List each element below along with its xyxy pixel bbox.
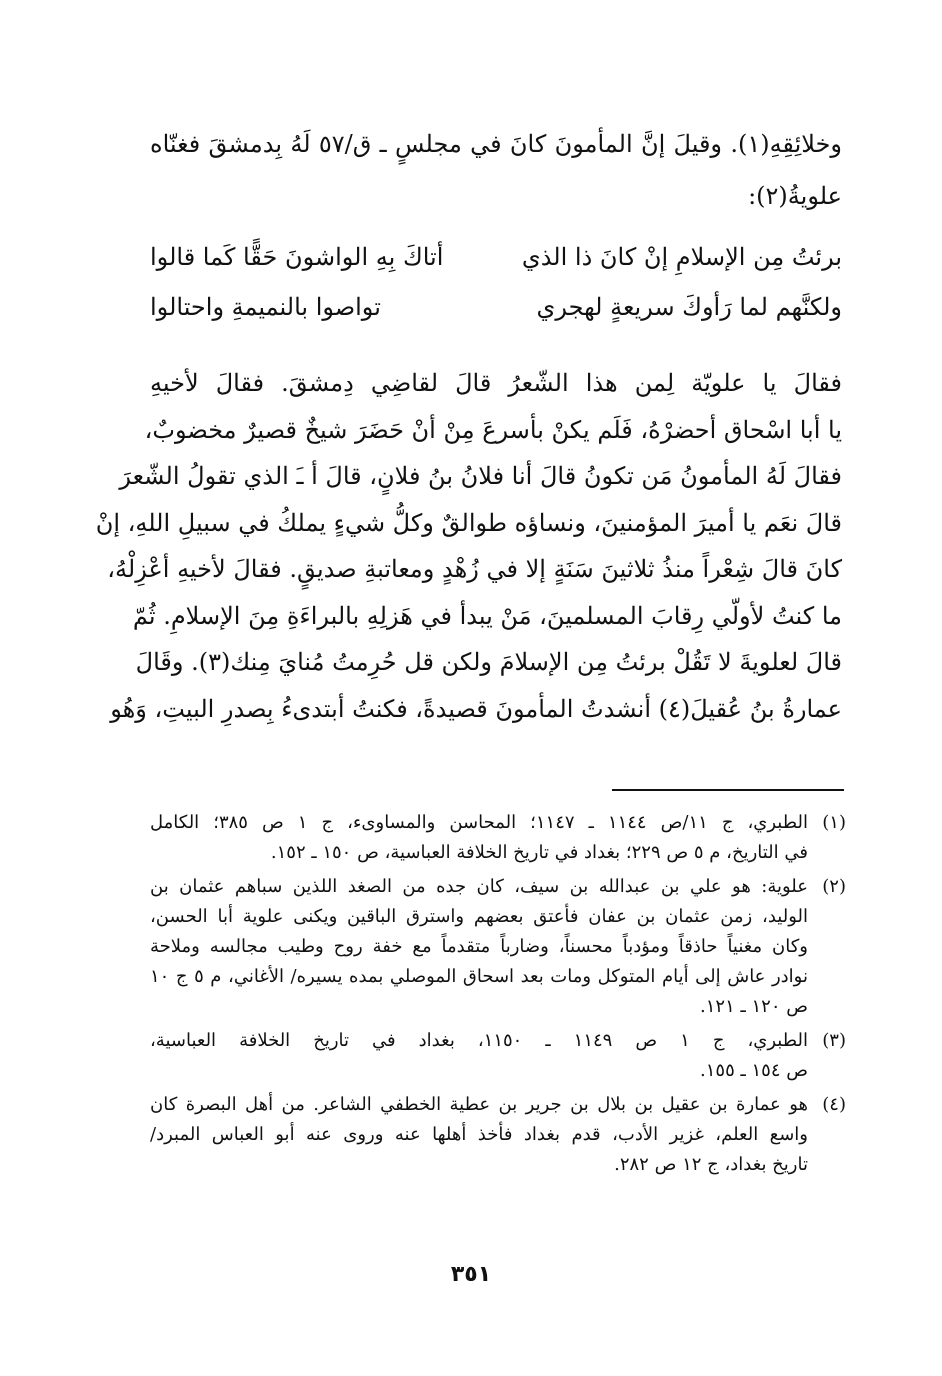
page-number: ٣٥١ bbox=[450, 1262, 492, 1287]
footnote-line: الطبري، ج ١١/ص ١١٤٤ ـ ١١٤٧؛ المحاسن والمساوىء، ج ١ ص ٣٨٥؛ الكامل bbox=[150, 812, 808, 833]
text-line: قالَ لعلويةَ لا تَقُلْ برئتُ مِن الإسلامَ ولكن قل حُرِمتُ مُنايَ مِنك(٣). وقَالَ bbox=[135, 648, 842, 676]
footnote-line: واسع العلم، غزير الأدب، قدم بغداد فأخذ أهلها عنه وروى عنه أبو العباس المبرد/ bbox=[150, 1124, 808, 1145]
footnote-line: ص ١٢٠ ـ ١٢١. bbox=[700, 996, 808, 1017]
footnote-number: (٢) bbox=[822, 876, 846, 897]
footnotes bbox=[150, 808, 846, 1184]
footnote-divider bbox=[612, 789, 844, 791]
footnote-line: وكان مغنياً حاذقاً ومؤدباً محسناً، وضارباً متقدماً مع خفة روح وطيب مجالسه وملاحة bbox=[150, 936, 808, 957]
footnote-number: (٤) bbox=[822, 1094, 846, 1115]
footnote-number: (١) bbox=[822, 812, 846, 833]
footnote-line: نوادر عاش إلى أيام المتوكل ومات بعد اسحاق الموصلي بمده يسيره/ الأغاني، م ٥ ج ١٠ bbox=[150, 966, 808, 987]
poem-verses bbox=[150, 232, 842, 332]
verse-first-hemistich: برئتُ مِن الإسلامِ إنْ كانَ ذا الذي bbox=[521, 243, 842, 271]
footnote-line: في التاريخ، م ٥ ص ٢٢٩؛ بغداد في تاريخ الخلافة العباسية، ص ١٥٠ ـ ١٥٢. bbox=[270, 842, 808, 863]
verse bbox=[150, 232, 842, 282]
text-line: وخلائِقِهِ(١). وقيلَ إنَّ المأمونَ كانَ في مجلسٍ ـ ق/٥٧ لَهُ بِدمشقَ فغنّاه bbox=[150, 130, 842, 158]
footnote bbox=[150, 808, 846, 868]
footnote-line: الوليد، زمن عثمان بن عفان فأعتق بعضهم واسترق الباقين ويكنى علوية أبا الحسن، bbox=[150, 906, 808, 927]
verse-second-hemistich: تواصوا بالنميمةِ واحتالوا bbox=[150, 293, 381, 321]
body-paragraph bbox=[95, 360, 842, 732]
verse-second-hemistich: أتاكَ بِهِ الواشونَ حَقًّا كَما قالوا bbox=[150, 243, 444, 271]
intro-paragraph bbox=[150, 118, 842, 222]
footnote-number: (٣) bbox=[822, 1030, 846, 1051]
footnote bbox=[150, 1026, 846, 1086]
footnote-line: هو عمارة بن عقيل بن بلال بن جرير بن عطية الخطفي الشاعر. من أهل البصرة كان bbox=[150, 1094, 808, 1115]
text-line: عمارةُ بنُ عُقيلَ(٤) أنشدتُ المأمونَ قصيدةً، فكنتُ أبتدىءُ بِصدرِ البيتِ، وَهُو bbox=[110, 694, 842, 723]
text-line: فقالَ يا علويّة لِمن هذا الشّعرُ قالَ لقاضِي دِمشقَ. فقالَ لأخيهِ bbox=[150, 369, 842, 397]
text-line: فقالَ لَهُ المأمونُ مَن تكونُ قالَ أنا فلانُ بنُ فلانٍ، قالَ أ ـَ الذي تقولُ الشّعرَ bbox=[119, 462, 842, 490]
footnote bbox=[150, 1090, 846, 1180]
text-line: يا أبا اسْحاق أحضرْهُ، فَلَم يكنْ بأسرعَ مِنْ أنْ حَضَرَ شيخٌ قصيرٌ مخضوبٌ، bbox=[144, 415, 842, 444]
footnote-line: الطبري، ج ١ ص ١١٤٩ ـ ١١٥٠، بغداد في تاريخ الخلافة العباسية، bbox=[150, 1030, 808, 1051]
verse bbox=[150, 282, 842, 332]
text-line: قالَ نعَم يا أميرَ المؤمنينَ، ونساؤه طوالقٌ وكلُّ شيءٍ يملكُ في سبيلِ اللهِ، إنْ bbox=[95, 508, 842, 537]
footnote-line: علوية: هو علي بن عبدالله بن سيف، كان جده من الصغد اللذين سباهم عثمان بن bbox=[150, 876, 808, 897]
footnote-line: ص ١٥٤ ـ ١٥٥. bbox=[700, 1060, 808, 1081]
verse-first-hemistich: ولكنَّهم لما رَأوكَ سريعةٍ لهجري bbox=[536, 293, 842, 321]
text-line: كانَ قالَ شِعْراً منذُ ثلاثينَ سَنَةٍ إلا في زُهْدٍ ومعاتبةِ صديقٍ. فقالَ لأخيهِ أعْزِلْهُ، bbox=[107, 555, 842, 583]
footnote bbox=[150, 872, 846, 1022]
text-line: ما كنتُ لأولّي رِقابَ المسلمينَ، مَنْ يبدأ في هَزلِهِ بالبراءَةِ مِنَ الإسلامِ. ثُمّ bbox=[132, 601, 842, 630]
footnote-line: تاريخ بغداد، ج ١٢ ص ٢٨٢. bbox=[614, 1154, 808, 1175]
text-line: علويةُ(٢): bbox=[748, 182, 842, 210]
